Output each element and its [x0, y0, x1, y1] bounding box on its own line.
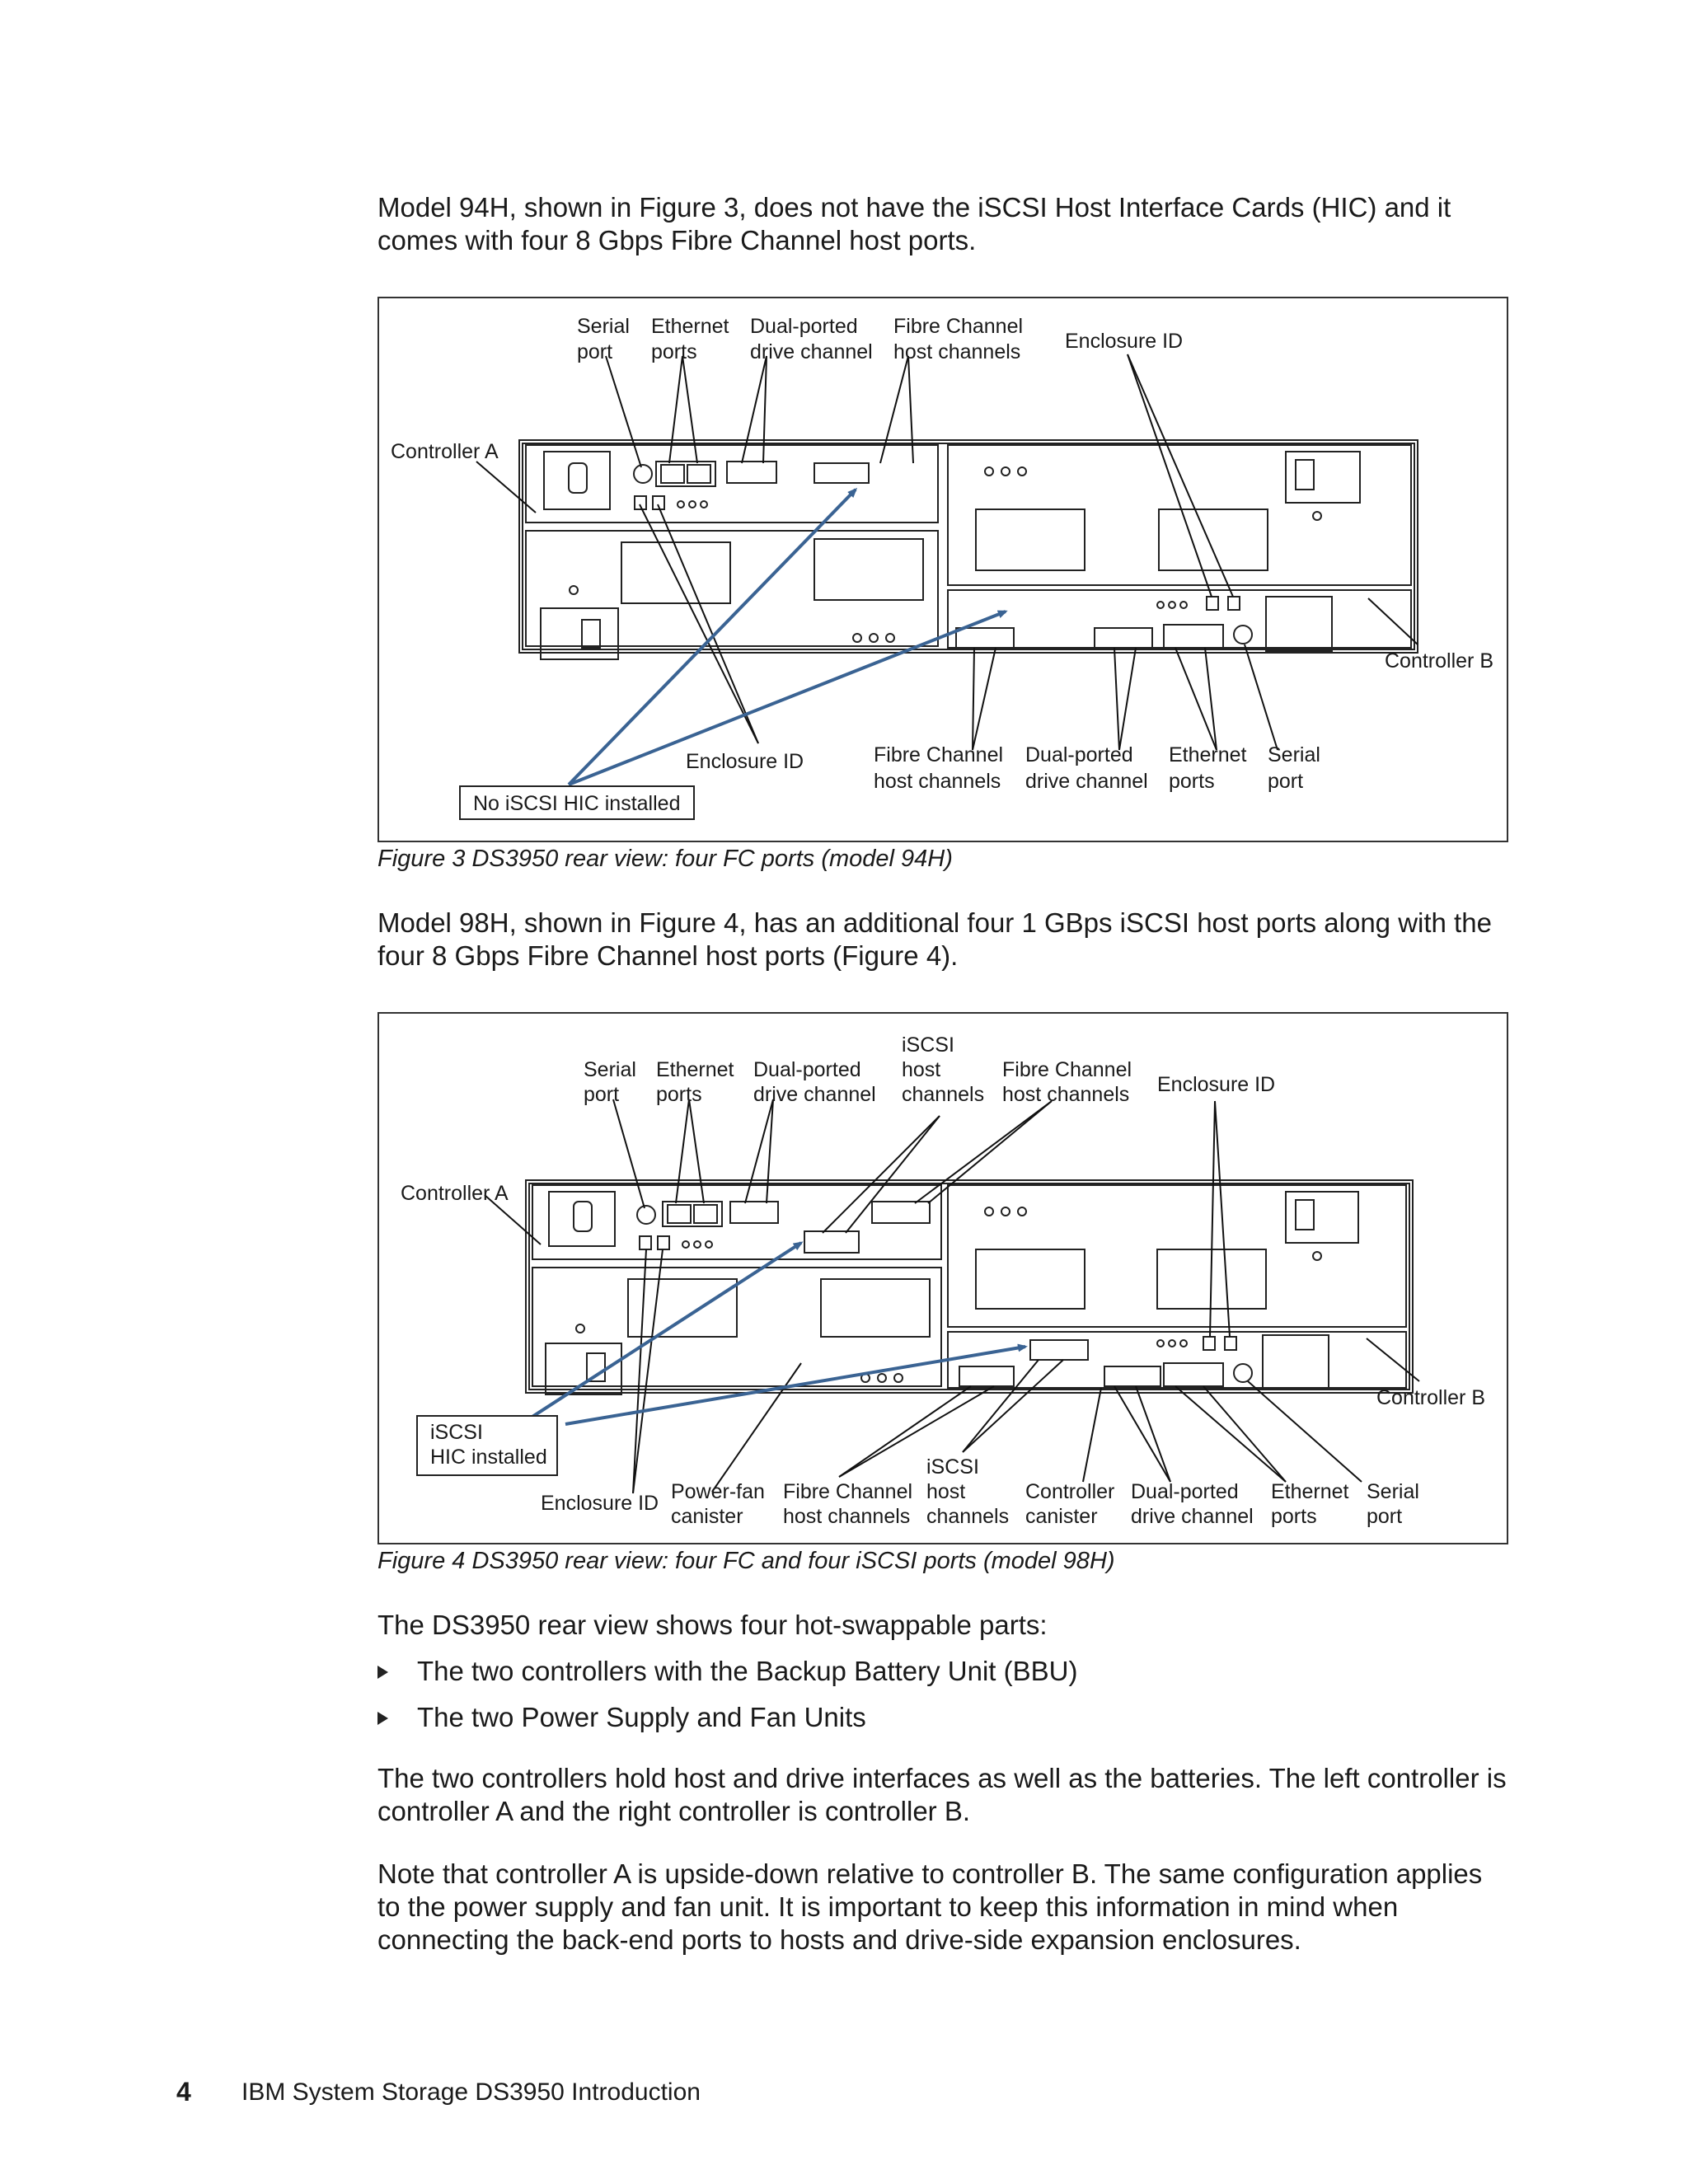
fig3-enclosure-bottom-label: Enclosure ID [686, 750, 804, 773]
middle-line-2: four 8 Gbps Fibre Channel host ports (Figure 4). [377, 940, 959, 971]
fig4-dual-bottom-label [1131, 1480, 1254, 1528]
svg-text:drive channel: drive channel [1025, 770, 1148, 793]
svg-text:channels: channels [902, 1083, 985, 1106]
svg-text:port: port [1367, 1505, 1403, 1528]
svg-text:Ethernet: Ethernet [1271, 1480, 1349, 1503]
fig4-enclosure-bottom-label: Enclosure ID [541, 1492, 659, 1515]
svg-text:ports: ports [1169, 770, 1215, 793]
fig3-serial-top-label [577, 315, 630, 363]
figure-4-leader-lines [485, 1099, 1419, 1493]
para3-line-3: connecting the back-end ports to hosts and drive-side expansion enclosures. [377, 1924, 1301, 1955]
middle-line-1: Model 98H, shown in Figure 4, has an additional four 1 GBps iSCSI host ports along with the [377, 907, 1492, 938]
bullet-text: The two Power Supply and Fan Units [417, 1702, 866, 1732]
body-paragraph-2 [377, 1762, 1515, 1828]
footer-title: IBM System Storage DS3950 Introduction [241, 2079, 701, 2106]
intro-line-1: Model 94H, shown in Figure 3, does not have the iSCSI Host Interface Cards (HIC) and it [377, 192, 1451, 223]
figure-4 [377, 1012, 1508, 1544]
figure-4-arrows [521, 1243, 1025, 1424]
chassis-dots [570, 467, 1321, 642]
svg-text:drive channel: drive channel [750, 340, 873, 363]
svg-text:Dual-ported: Dual-ported [1025, 743, 1133, 766]
svg-text:channels: channels [926, 1505, 1010, 1528]
fig4-enclosure-top-label: Enclosure ID [1157, 1073, 1276, 1096]
fig4-dual-top-label [753, 1058, 876, 1106]
svg-text:host: host [926, 1480, 966, 1503]
fig3-controller-b-label: Controller B [1385, 649, 1493, 673]
fig4-ethernet-top-label [656, 1058, 734, 1106]
svg-text:Dual-ported: Dual-ported [750, 315, 858, 338]
svg-text:Fibre Channel: Fibre Channel [783, 1480, 913, 1503]
fig4-ethernet-bottom-label [1271, 1480, 1349, 1528]
fig3-no-hic-label: No iSCSI HIC installed [473, 792, 681, 815]
figure-3-caption: Figure 3 DS3950 rear view: four FC ports (model 94H) [377, 846, 953, 872]
svg-text:canister: canister [671, 1505, 743, 1528]
fig3-enclosure-top-label: Enclosure ID [1065, 330, 1184, 353]
fig4-controller-canister-label [1025, 1480, 1114, 1528]
svg-text:Serial: Serial [1367, 1480, 1419, 1503]
svg-text:canister: canister [1025, 1505, 1098, 1528]
fig4-serial-bottom-label [1367, 1480, 1419, 1528]
svg-text:drive channel: drive channel [1131, 1505, 1254, 1528]
svg-text:host channels: host channels [893, 340, 1021, 363]
para2-line-1: The two controllers hold host and drive interfaces as well as the batteries. The left controller is [377, 1763, 1507, 1793]
fig3-serial-bottom-label [1268, 743, 1320, 793]
svg-text:drive channel: drive channel [753, 1083, 876, 1106]
fig3-controller-a-label: Controller A [391, 440, 499, 463]
bullet-icon [377, 1666, 388, 1679]
figure-4-caption: Figure 4 DS3950 rear view: four FC and four iSCSI ports (model 98H) [377, 1548, 1115, 1574]
intro-line-2: comes with four 8 Gbps Fibre Channel host ports. [377, 225, 977, 255]
bullet-icon [377, 1712, 388, 1725]
svg-text:host: host [902, 1058, 941, 1081]
intro-paragraph [377, 191, 1515, 257]
figure-4-diagram [379, 1014, 1508, 1544]
figure-3-arrows [569, 490, 1006, 785]
svg-text:ports: ports [651, 340, 697, 363]
fig3-dual-bottom-label [1025, 743, 1148, 793]
figure-3 [377, 297, 1508, 842]
page-number: 4 [176, 2077, 191, 2107]
svg-text:Ethernet: Ethernet [651, 315, 729, 338]
svg-text:host channels: host channels [783, 1505, 911, 1528]
svg-text:host channels: host channels [874, 770, 1001, 793]
fig4-controller-b-label: Controller B [1376, 1386, 1485, 1409]
fig3-fc-top-label [893, 315, 1023, 363]
fig3-fc-bottom-label [874, 743, 1003, 793]
svg-text:Ethernet: Ethernet [656, 1058, 734, 1081]
fig4-serial-top-label [584, 1058, 636, 1106]
svg-text:ports: ports [1271, 1505, 1317, 1528]
svg-text:HIC installed: HIC installed [430, 1446, 547, 1469]
fig3-dual-top-label [750, 315, 873, 363]
para3-line-1: Note that controller A is upside-down relative to controller B. The same configuration applies [377, 1858, 1483, 1889]
svg-text:ports: ports [656, 1083, 702, 1106]
svg-text:host channels: host channels [1002, 1083, 1130, 1106]
fig4-iscsi-top-label [902, 1033, 984, 1106]
fig4-fc-bottom-label [783, 1480, 912, 1528]
svg-text:Serial: Serial [1268, 743, 1320, 766]
body-paragraph-3 [377, 1858, 1515, 1957]
svg-text:Controller: Controller [1025, 1480, 1115, 1503]
fig4-controller-a-label: Controller A [401, 1182, 509, 1205]
svg-text:port: port [584, 1083, 620, 1106]
svg-text:Fibre Channel: Fibre Channel [1002, 1058, 1132, 1081]
svg-text:Serial: Serial [584, 1058, 636, 1081]
para3-line-2: to the power supply and fan unit. It is important to keep this information in mind when [377, 1891, 1399, 1922]
svg-text:iSCSI: iSCSI [902, 1033, 954, 1057]
svg-text:Serial: Serial [577, 315, 630, 338]
svg-text:Fibre Channel: Fibre Channel [893, 315, 1024, 338]
svg-text:Power-fan: Power-fan [671, 1480, 765, 1503]
fig4-powerfan-label [671, 1480, 765, 1528]
fig4-fc-top-label [1002, 1058, 1132, 1106]
svg-text:port: port [577, 340, 613, 363]
fig3-ethernet-top-label [651, 315, 729, 363]
figure-3-diagram [379, 298, 1508, 842]
svg-text:Dual-ported: Dual-ported [753, 1058, 861, 1081]
para2-line-2: controller A and the right controller is controller B. [377, 1796, 971, 1826]
body-intro: The DS3950 rear view shows four hot-swappable parts: [377, 1610, 1048, 1640]
middle-paragraph [377, 907, 1515, 972]
bullet-text: The two controllers with the Backup Battery Unit (BBU) [417, 1656, 1078, 1686]
fig4-iscsi-bottom-label [926, 1455, 1009, 1528]
svg-text:iSCSI: iSCSI [926, 1455, 979, 1479]
fig3-ethernet-bottom-label [1169, 743, 1247, 793]
svg-text:port: port [1268, 770, 1304, 793]
svg-text:Ethernet: Ethernet [1169, 743, 1247, 766]
svg-text:Fibre Channel: Fibre Channel [874, 743, 1004, 766]
svg-text:Dual-ported: Dual-ported [1131, 1480, 1239, 1503]
svg-text:iSCSI: iSCSI [430, 1421, 483, 1444]
